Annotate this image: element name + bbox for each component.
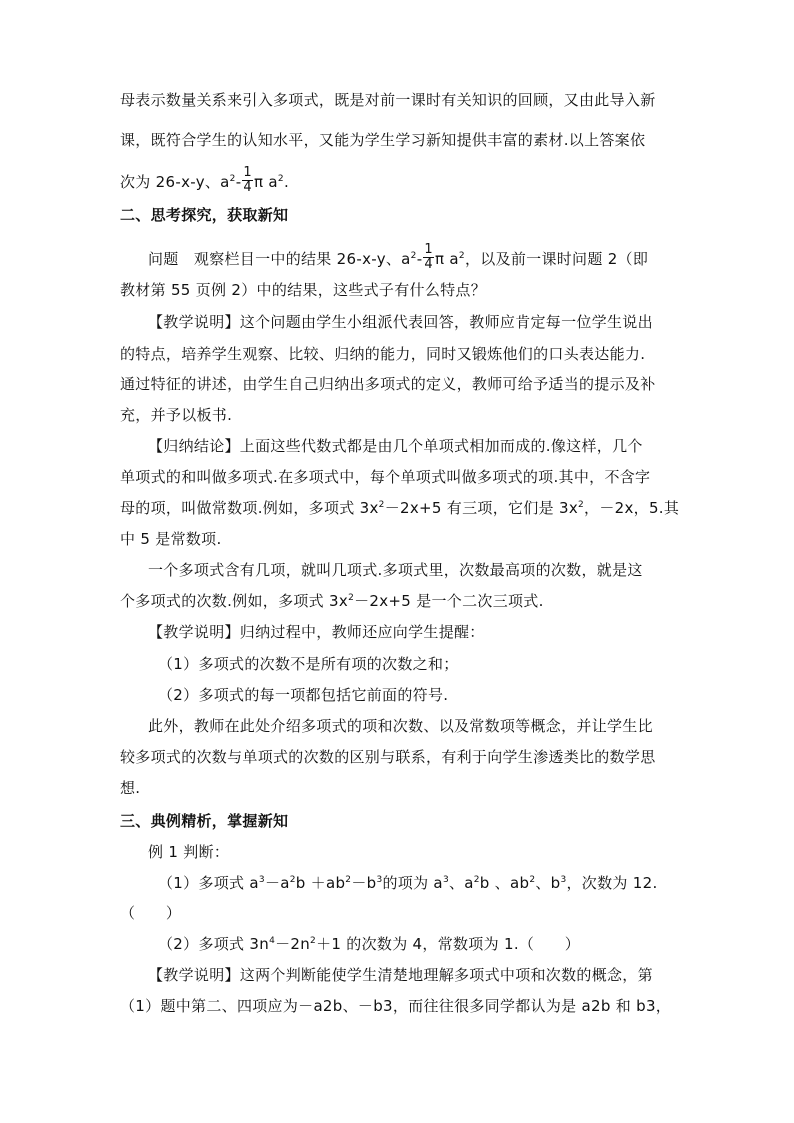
paragraph-line: 【归纳结论】上面这些代数式都是由几个单项式相加而成的.像这样，几个 xyxy=(148,437,643,455)
paragraph-line: 母表示数量关系来引入多项式，既是对前一课时有关知识的回顾，又由此导入新 xyxy=(120,91,656,109)
paragraph-line: 【教学说明】归纳过程中，教师还应向学生提醒： xyxy=(148,623,485,641)
paragraph-line: 母的项，叫做常数项.例如，多项式 $3x^2-2x+5$ 有三项，它们是 $3x^2$，－2x，5.其 xyxy=(120,499,680,517)
exercise-item: （2）多项式 $3n^4-2n^2+1$ 的次数为 4，常数项为 1.（ ） xyxy=(158,935,581,953)
section-heading: 二、思考探究，获取新知 xyxy=(120,206,289,224)
paragraph-line: 的特点，培养学生观察、比较、归纳的能力，同时又锻炼他们的口头表达能力. xyxy=(120,345,646,363)
paragraph-line: （1）题中第二、四项应为－a2b、－b3，而往往很多同学都认为是 a2b 和 b3， xyxy=(120,997,672,1015)
section-heading: 三、典例精析，掌握新知 xyxy=(120,812,289,830)
list-item: （2）多项式的每一项都包括它前面的符号. xyxy=(158,686,449,704)
paragraph-line: 课，既符合学生的认知水平，又能为学生学习新知提供丰富的素材.以上答案依 xyxy=(120,131,646,149)
fraction: $\frac{1}{4}$ xyxy=(424,242,433,272)
paragraph-line: 例 1 判断： xyxy=(148,843,230,861)
fraction: $\frac{1}{4}$ xyxy=(243,165,252,195)
paragraph-line: 想. xyxy=(120,779,141,797)
exercise-item: （1）多项式 $a^3-a^2b +ab^2-b^3$的项为 $a^3$、$a^2b$ 、$ab^2$、$b^3$，次数为 12. xyxy=(158,874,658,892)
answer-blank: （ ） xyxy=(120,904,182,922)
paragraph-line: 【教学说明】这个问题由学生小组派代表回答，教师应肯定每一位学生说出 xyxy=(148,313,653,331)
paragraph-line: 中 5 是常数项. xyxy=(120,530,222,548)
paragraph-line: 一个多项式含有几项，就叫几项式.多项式里，次数最高项的次数，就是这 xyxy=(148,561,643,579)
paragraph-line: 教材第 55 页例 2）中的结果，这些式子有什么特点？ xyxy=(120,281,487,299)
paragraph-line: 充，并予以板书. xyxy=(120,406,233,424)
paragraph-line: 通过特征的讲述，由学生自己归纳出多项式的定义，教师可给予适当的提示及补 xyxy=(120,375,656,393)
paragraph-line: 【教学说明】这两个判断能使学生清楚地理解多项式中项和次数的概念，第 xyxy=(148,966,653,984)
paragraph-line-formula: 问题 观察栏目一中的结果 26-x-y、$a^2-$ $\frac{1}{4}$ π $a^2$，以及前一课时问题 2（即 xyxy=(148,242,649,272)
list-item: （1）多项式的次数不是所有项的次数之和； xyxy=(158,655,459,673)
paragraph-line: 此外，教师在此处介绍多项式的项和次数、以及常数项等概念，并让学生比 xyxy=(148,717,653,735)
paragraph-line: 个多项式的次数.例如，多项式 $3x^2-2x+5$ 是一个二次三项式. xyxy=(120,592,544,610)
paragraph-line: 单项式的和叫做多项式.在多项式中，每个单项式叫做多项式的项.其中，不含字 xyxy=(120,468,651,486)
paragraph-line-formula: 次为 26-x-y、$a^2-$ $\frac{1}{4}$ π $a^2$. xyxy=(120,165,290,195)
paragraph-line: 较多项式的次数与单项式的次数的区别与联系，有利于向学生渗透类比的数学思 xyxy=(120,748,656,766)
